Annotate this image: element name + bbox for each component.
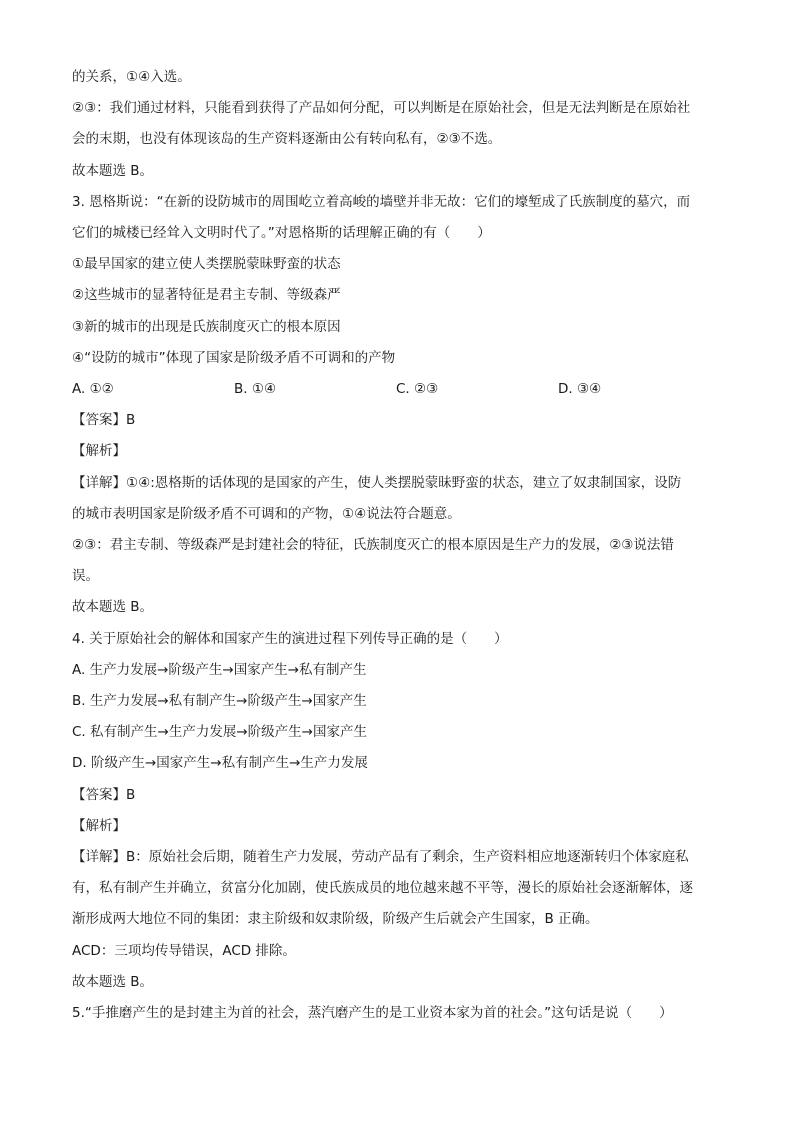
- question-4-detail: 渐形成两大地位不同的集团：隶主阶级和奴隶阶级，阶级产生后就会产生国家，B 正确。: [72, 911, 599, 928]
- question-4-answer: 【答案】B: [72, 786, 136, 803]
- text-line: 故本题选 B。: [72, 162, 154, 179]
- question-4-detail: ACD：三项均传导错误，ACD 排除。: [72, 942, 296, 959]
- question-4-option-c: C. 私有制产生→生产力发展→阶级产生→国家产生: [72, 724, 367, 741]
- statement-4: ④“设防的城市”体现了国家是阶级矛盾不可调和的产物: [72, 349, 396, 366]
- question-3-stem: 3. 恩格斯说：“在新的设防城市的周围屹立着高峻的墙壁并非无故：它们的壕堑成了氏族制度的墓穴，而: [72, 193, 691, 210]
- question-4-stem: 4. 关于原始社会的解体和国家产生的演进过程下列传导正确的是（ ）: [72, 630, 508, 647]
- question-3-options: [72, 374, 728, 405]
- question-3-detail: ②③：君主专制、等级森严是封建社会的特征，氏族制度灭亡的根本原因是生产力的发展，②③说法错: [72, 537, 674, 554]
- document-page: [72, 62, 728, 1029]
- text-line: ②③：我们通过材料，只能看到获得了产品如何分配，可以判断是在原始社会，但是无法判断是在原始社: [72, 100, 691, 117]
- text-line: 会的末期，也没有体现该岛的生产资料逐渐由公有转向私有，②③不选。: [72, 131, 502, 148]
- question-4-detail: 【详解】B：原始社会后期，随着生产力发展，劳动产品有了剩余，生产资料相应地逐渐转归个体家庭私: [72, 849, 689, 866]
- question-4-option-a: A. 生产力发展→阶级产生→国家产生→私有制产生: [72, 661, 367, 678]
- statement-3: ③新的城市的出现是氏族制度灭亡的根本原因: [72, 318, 341, 335]
- question-4-detail: 故本题选 B。: [72, 973, 154, 990]
- statement-1: ①最早国家的建立使人类摆脱蒙昧野蛮的状态: [72, 256, 341, 273]
- option-b: B. ①④: [234, 381, 277, 398]
- question-4-analysis-label: 【解析】: [72, 817, 126, 834]
- text-line: 的关系，①④入选。: [72, 69, 191, 85]
- option-c: C. ②③: [396, 381, 439, 398]
- question-4-option-d: D. 阶级产生→国家产生→私有制产生→生产力发展: [72, 755, 368, 772]
- question-4-detail: 有，私有制产生并确立，贫富分化加剧，使氏族成员的地位越来越不平等，漫长的原始社会逐渐解体，逐: [72, 880, 693, 897]
- question-3-stem-cont: 它们的城楼已经耸入文明时代了。”对恩格斯的话理解正确的有（ ）: [72, 225, 491, 242]
- option-a: A. ①②: [72, 381, 114, 398]
- question-3-detail: 【详解】①④:恩格斯的话体现的是国家的产生，使人类摆脱蒙昧野蛮的状态，建立了奴隶制国家，设防: [72, 474, 682, 491]
- question-5-stem: 5.“手推磨产生的是封建主为首的社会，蒸汽磨产生的是工业资本家为首的社会。”这句话是说（ ）: [72, 1005, 673, 1022]
- option-d: D. ③④: [558, 381, 602, 398]
- question-3-detail: 故本题选 B。: [72, 599, 154, 616]
- question-4-option-b: B. 生产力发展→私有制产生→阶级产生→国家产生: [72, 693, 367, 710]
- question-3-detail: 的城市表明国家是阶级矛盾不可调和的产物，①④说法符合题意。: [72, 505, 461, 522]
- statement-2: ②这些城市的显著特征是君主专制、等级森严: [72, 287, 341, 304]
- question-3-answer: 【答案】B: [72, 412, 136, 429]
- question-3-analysis-label: 【解析】: [72, 443, 126, 460]
- question-3-detail: 误。: [72, 568, 99, 585]
